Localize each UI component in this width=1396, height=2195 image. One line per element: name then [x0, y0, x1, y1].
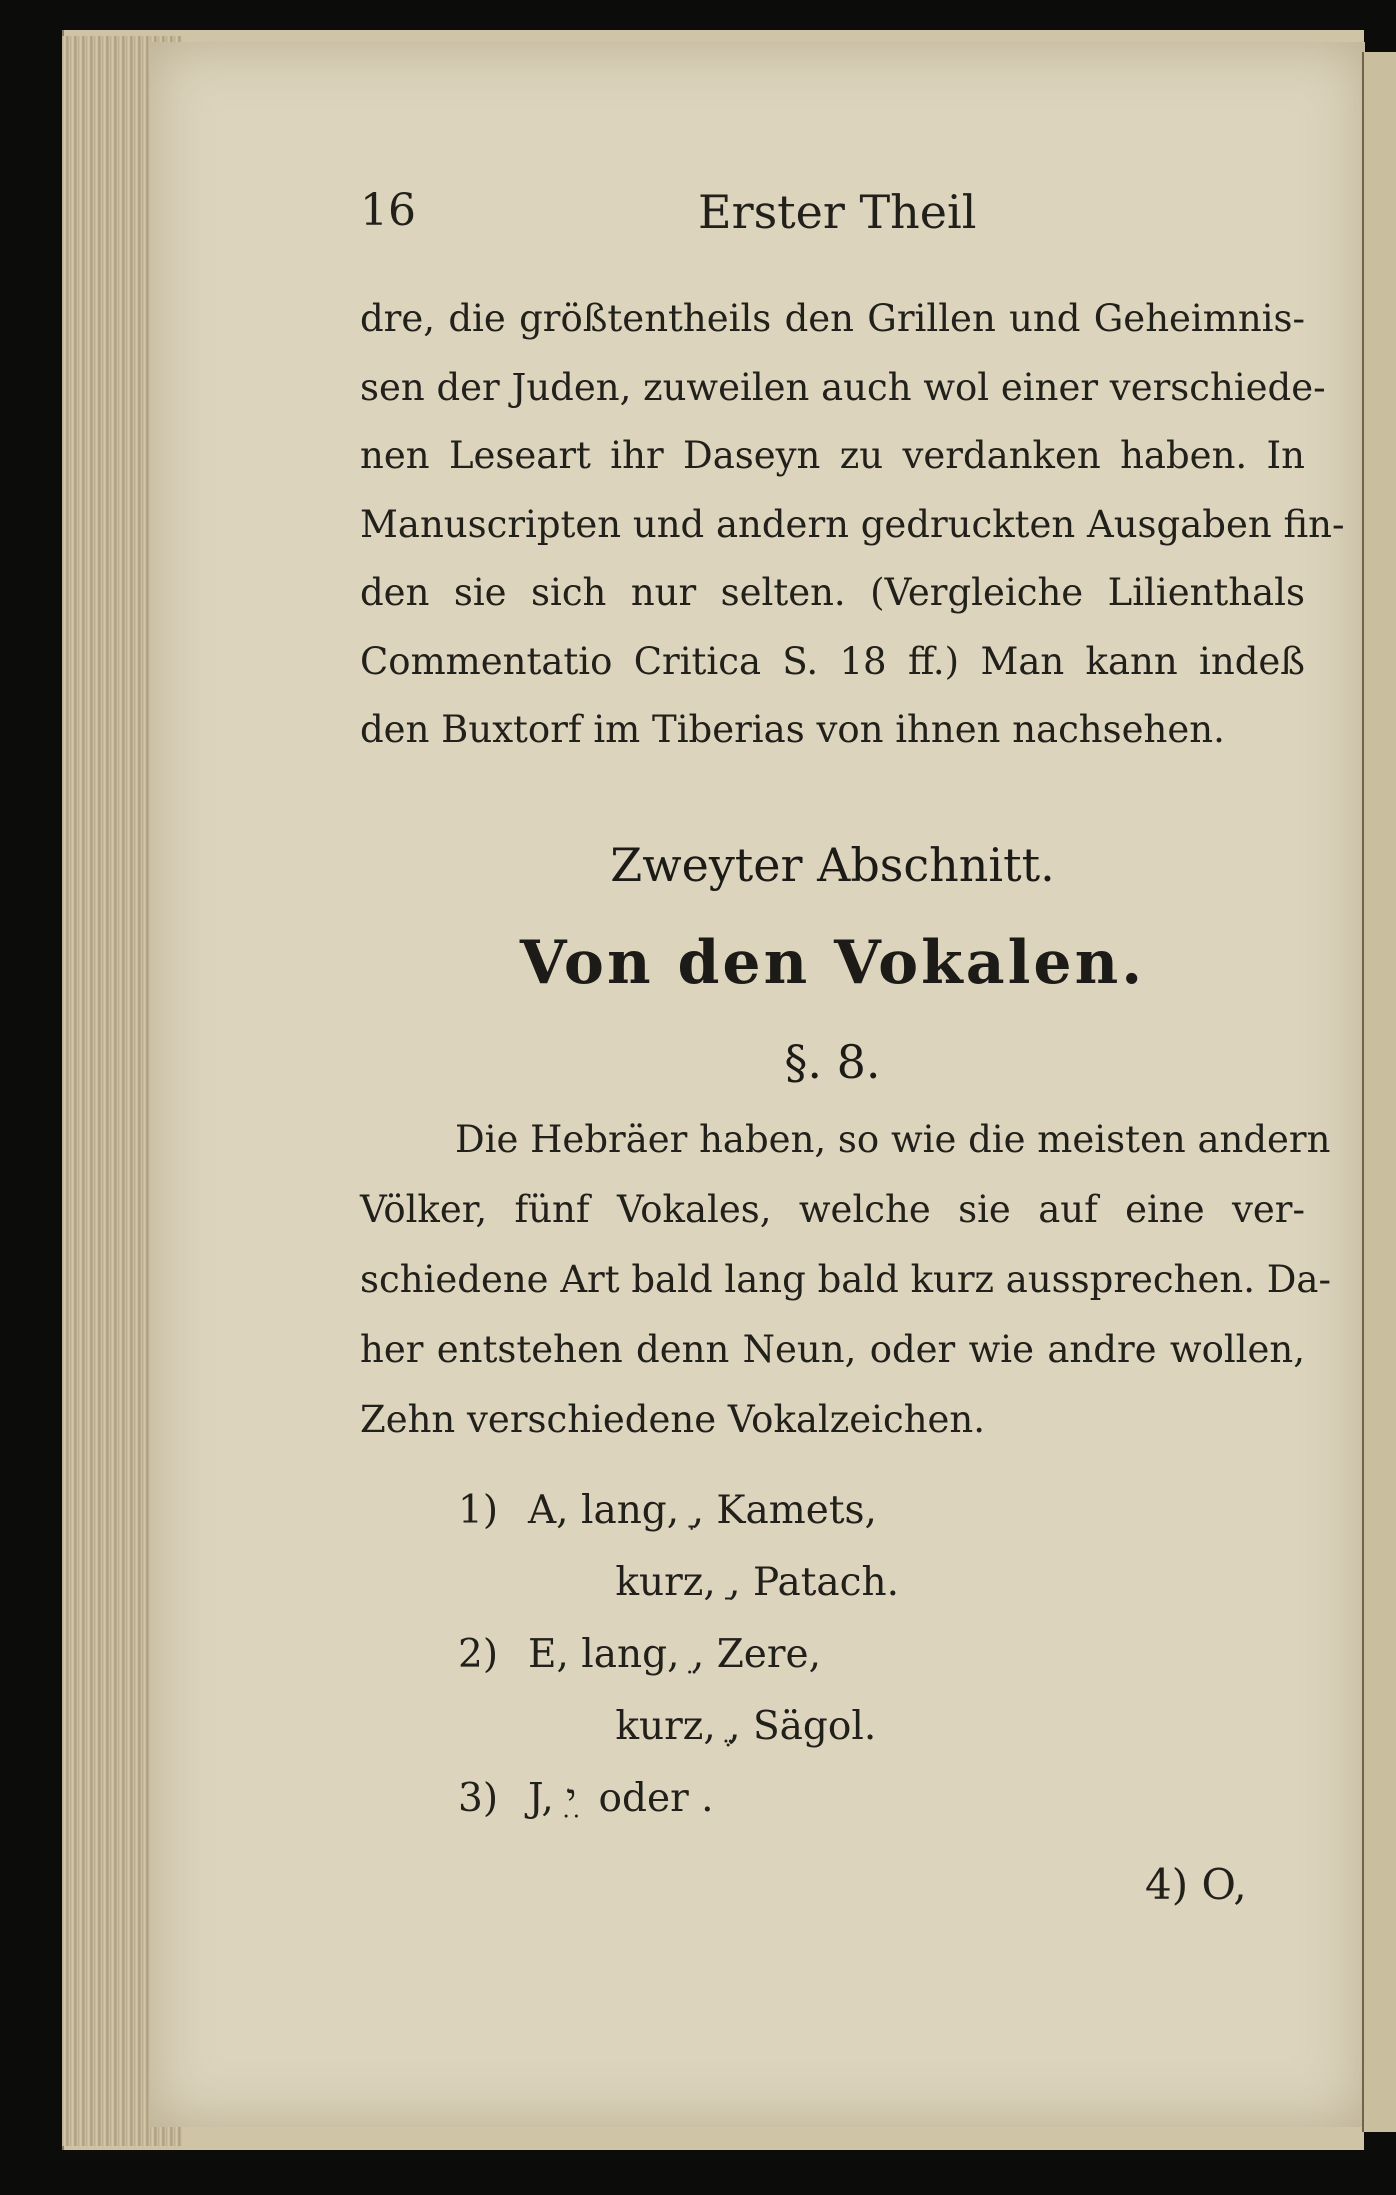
vowel-name: Kamets, — [716, 1488, 877, 1533]
text-line: Commentatio Critica S. 18 ff.) Man kann indeß — [360, 639, 1305, 683]
vowel-mark: ִי ִ — [566, 1776, 587, 1821]
text-line: dre, die größtentheils den Grillen und Geheimnis- — [360, 297, 1305, 340]
vowel-variant: lang, — [581, 1632, 680, 1677]
vowel-row: 1) A, lang, , Kamets, — [458, 1475, 899, 1547]
text-line: Manuscripten und andern gedruckten Ausgaben fin- — [360, 502, 1345, 546]
vowel-list — [458, 1475, 899, 1835]
vowel-name: Zere, — [716, 1632, 822, 1677]
vowel-number: 1) — [458, 1488, 499, 1533]
vowel-row: kurz, , Sägol. — [615, 1704, 877, 1749]
vowel-name: Patach. — [752, 1560, 899, 1605]
next-page-edge — [1362, 52, 1396, 2132]
intro-paragraph — [360, 285, 1345, 765]
vowel-variant: kurz, — [615, 1560, 716, 1605]
vowel-letter: J, — [528, 1776, 554, 1821]
text-line: Zehn verschiedene Vokalzeichen. — [360, 1398, 986, 1441]
vowel-row: kurz, , Patach. — [615, 1560, 899, 1605]
vowel-name: Sägol. — [752, 1704, 877, 1749]
catchword: 4) O, — [1145, 1860, 1247, 1909]
running-head: Erster Theil — [698, 185, 977, 239]
page-header — [360, 185, 1300, 255]
section-heading: Zweyter Abschnitt. — [610, 838, 1055, 892]
text-line: sen der Juden, zuweilen auch wol einer verschiede- — [360, 365, 1326, 409]
vowel-name: oder . — [598, 1776, 714, 1821]
paragraph-mark: §. 8. — [784, 1035, 881, 1089]
vowel-letter: A, — [528, 1488, 569, 1533]
text-line: nen Leseart ihr Daseyn zu verdanken haben. In — [360, 434, 1305, 477]
vowel-letter: E, — [528, 1632, 569, 1677]
vowel-number: 2) — [458, 1632, 499, 1677]
text-line: her entstehen denn Neun, oder wie andre wollen, — [360, 1328, 1305, 1371]
vowel-row — [458, 1763, 899, 1835]
text-line: den sie sich nur selten. (Vergleiche Lilienthals — [360, 571, 1305, 614]
vowel-row: 2) E, lang, , Zere, — [458, 1619, 899, 1691]
text-line: schiedene Art bald lang bald kurz aussprechen. Da- — [360, 1258, 1331, 1301]
text-line: Völker, fünf Vokales, welche sie auf eine ver- — [360, 1188, 1305, 1231]
page-number: 16 — [360, 185, 416, 236]
vowel-variant: lang, — [580, 1488, 680, 1533]
text-line: Die Hebräer haben, so wie die meisten andern — [455, 1118, 1331, 1161]
vowel-number: 3) — [458, 1776, 499, 1821]
vowel-variant: kurz, — [615, 1704, 716, 1749]
text-line: den Buxtorf im Tiberias von ihnen nachsehen. — [360, 708, 1225, 751]
main-paragraph — [360, 1105, 1331, 1455]
chapter-heading: Von den Vokalen. — [519, 928, 1146, 998]
